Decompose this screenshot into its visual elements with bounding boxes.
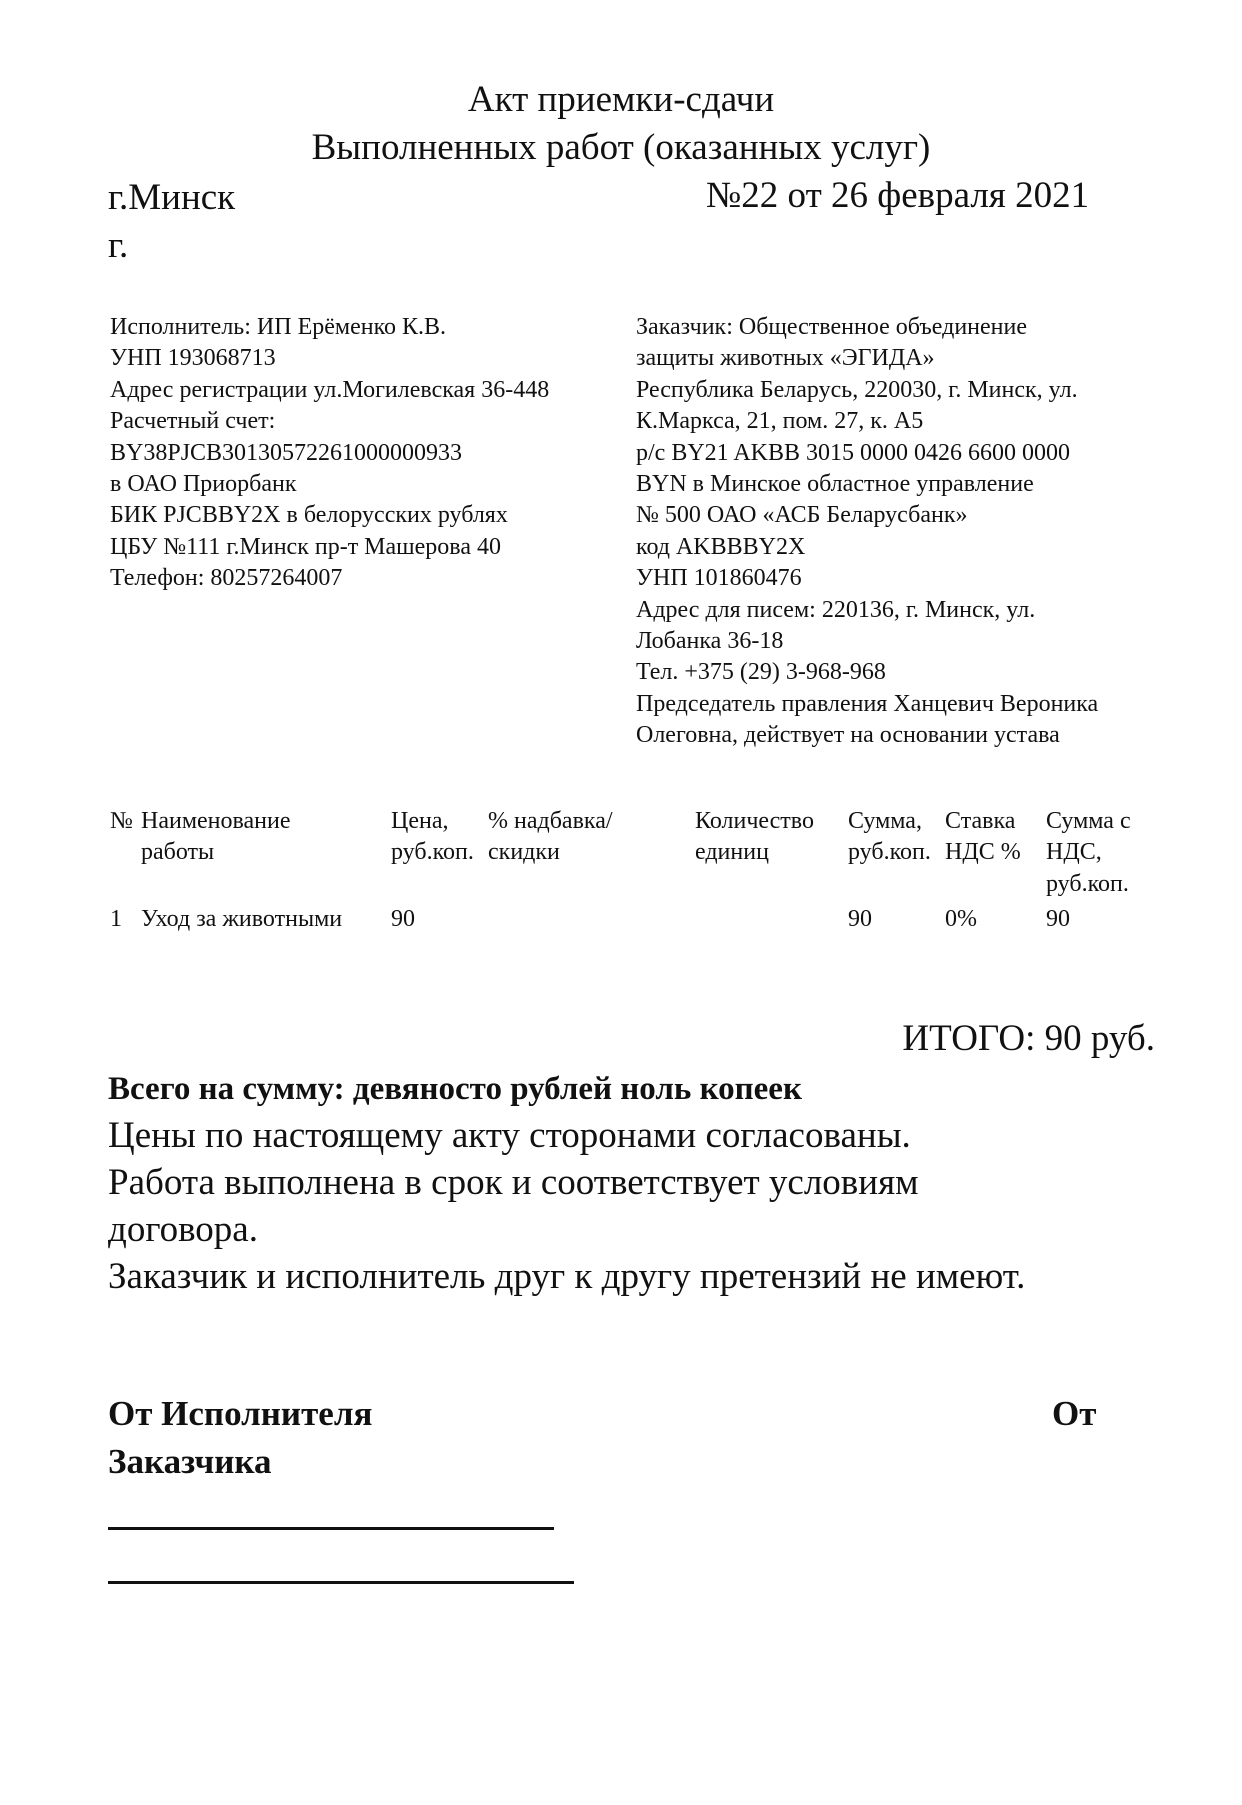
- col-header-price: [391, 806, 474, 869]
- customer-line: УНП 101860476: [636, 565, 802, 592]
- document-subtitle: Выполненных работ (оказанных услуг): [311, 127, 931, 168]
- executor-line: Телефон: 80257264007: [110, 565, 343, 592]
- city-name: г.Минск: [108, 177, 236, 218]
- col-header-name-line: работы: [141, 839, 215, 866]
- col-header-num: №: [110, 808, 133, 834]
- executor-signature-label: От Исполнителя: [108, 1394, 373, 1433]
- city-suffix: г.: [108, 225, 129, 266]
- cell-sum: 90: [848, 906, 872, 932]
- executor-details: [110, 312, 549, 595]
- customer-signature-line: [108, 1581, 574, 1584]
- statement-line: Цены по настоящему акту сторонами согласованы.: [108, 1115, 911, 1156]
- services-table: [0, 806, 1242, 946]
- executor-line: БИК PJCBBY2X в белорусских рублях: [110, 502, 508, 529]
- executor-line: УНП 193068713: [110, 345, 276, 372]
- col-header-total-line: Сумма с: [1046, 808, 1131, 834]
- col-header-vat: [945, 806, 1021, 869]
- customer-line: р/с BY21 AKBB 3015 0000 0426 6600 0000: [636, 439, 1071, 466]
- customer-line: Адрес для писем: 220136, г. Минск, ул.: [636, 596, 1036, 623]
- col-header-total-line: НДС,: [1046, 839, 1102, 866]
- cell-price: 90: [391, 906, 415, 932]
- customer-details: [636, 312, 1098, 752]
- customer-line: Заказчик: Общественное объединение: [636, 314, 1028, 340]
- col-header-price-line: руб.коп.: [391, 839, 474, 866]
- executor-line: Исполнитель: ИП Ерёменко К.В.: [110, 314, 447, 340]
- amount-in-words: Всего на сумму: девяносто рублей ноль копеек: [108, 1071, 802, 1107]
- customer-line: BYN в Минское областное управление: [636, 471, 1034, 498]
- statement-line: Работа выполнена в срок и соответствует условиям: [108, 1162, 919, 1203]
- customer-line: защиты животных «ЭГИДА»: [636, 345, 935, 372]
- statement-line: Заказчик и исполнитель друг к другу претензий не имеют.: [108, 1256, 1026, 1297]
- col-header-total: [1046, 806, 1131, 900]
- customer-line: Олеговна, действует на основании устава: [636, 722, 1060, 749]
- cell-name: Уход за животными: [141, 906, 343, 932]
- col-header-qty-line: единиц: [695, 839, 769, 866]
- customer-line: К.Маркса, 21, пом. 27, к. А5: [636, 408, 924, 435]
- executor-line: Расчетный счет:: [110, 408, 276, 435]
- customer-signature-label-cont: Заказчика: [108, 1442, 272, 1481]
- customer-signature-label: От: [1052, 1394, 1097, 1433]
- cell-vat: 0%: [945, 906, 977, 932]
- col-header-vat-line: Ставка: [945, 808, 1016, 834]
- col-header-qty-line: Количество: [695, 808, 814, 834]
- document-title: Акт приемки-сдачи: [467, 79, 775, 120]
- col-header-sum-line: Сумма,: [848, 808, 922, 834]
- col-header-vat-line: НДС %: [945, 839, 1021, 866]
- col-header-qty: [695, 806, 814, 869]
- col-header-name: [141, 806, 291, 869]
- statement-line: договора.: [108, 1209, 258, 1250]
- col-header-markup-line: скидки: [488, 839, 560, 866]
- col-header-markup: [488, 806, 613, 869]
- customer-line: Председатель правления Ханцевич Вероника: [636, 690, 1099, 717]
- customer-line: № 500 ОАО «АСБ Беларусбанк»: [636, 502, 968, 529]
- city: [108, 174, 268, 270]
- customer-line: Лобанка 36-18: [636, 628, 784, 655]
- col-header-name-line: Наименование: [141, 808, 291, 834]
- executor-line: в ОАО Приорбанк: [110, 471, 297, 498]
- col-header-price-line: Цена,: [391, 808, 449, 834]
- cell-total: 90: [1046, 906, 1070, 932]
- col-header-markup-line: % надбавка/: [488, 808, 613, 834]
- customer-line: Республика Беларусь, 220030, г. Минск, ул.: [636, 376, 1078, 403]
- cell-num: 1: [110, 906, 122, 932]
- closing-statements: [108, 1112, 1168, 1300]
- col-header-sum-line: руб.коп.: [848, 839, 931, 866]
- col-header-total-line: руб.коп.: [1046, 870, 1129, 897]
- col-header-sum: [848, 806, 931, 869]
- customer-line: Тел. +375 (29) 3-968-968: [636, 659, 886, 686]
- executor-signature-line: [108, 1527, 554, 1530]
- customer-line: код AKBBBY2X: [636, 533, 806, 560]
- executor-line: Адрес регистрации ул.Могилевская 36-448: [110, 376, 550, 403]
- executor-line: BY38PJCB30130572261000000933: [110, 439, 463, 466]
- document-number-date: №22 от 26 февраля 2021: [706, 175, 1090, 216]
- executor-line: ЦБУ №111 г.Минск пр-т Машерова 40: [110, 533, 501, 560]
- grand-total: ИТОГО: 90 руб.: [902, 1018, 1155, 1059]
